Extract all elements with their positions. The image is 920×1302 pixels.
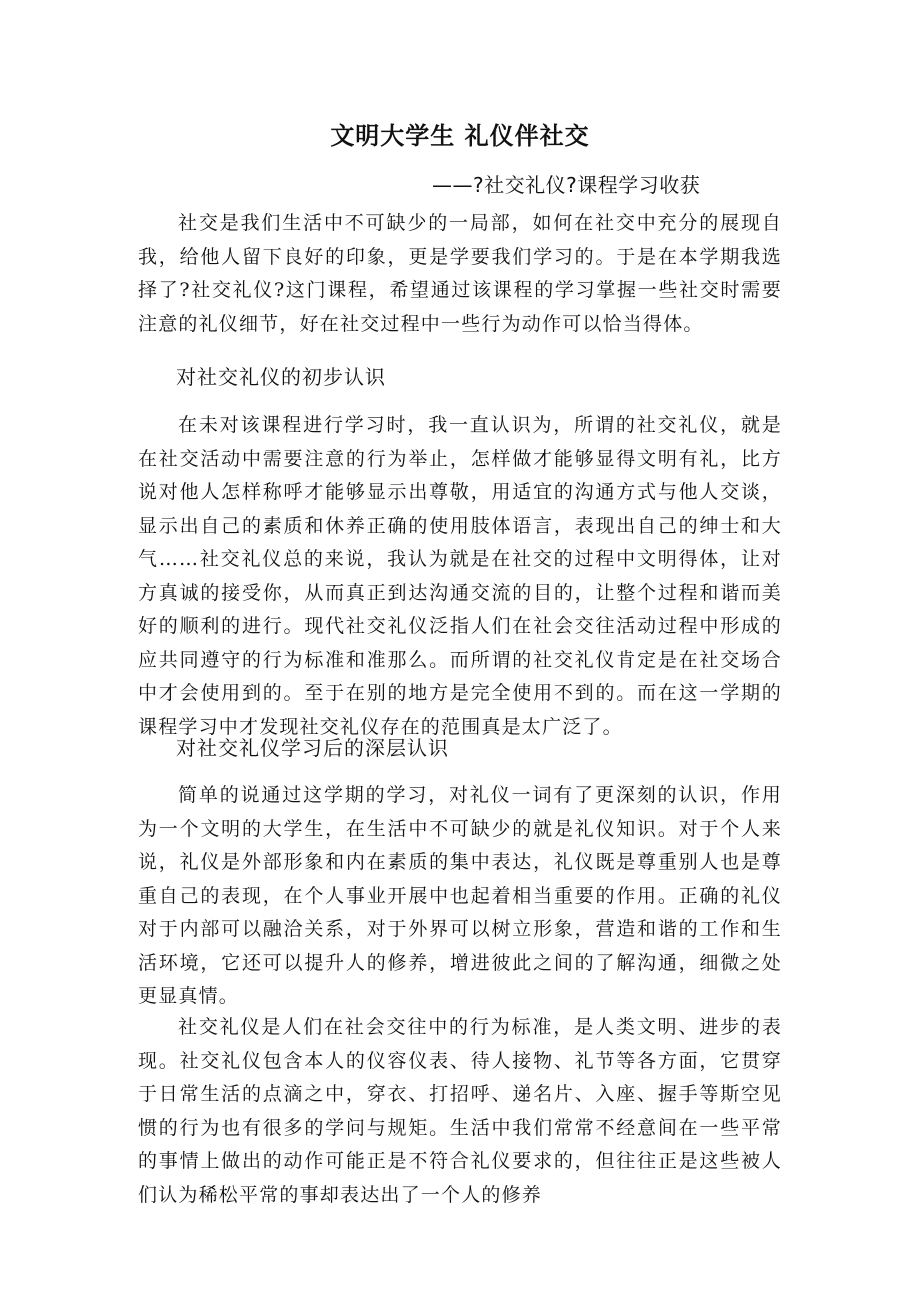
section-heading-initial-understanding: 对社交礼仪的初步认识 — [176, 365, 386, 389]
deeper-understanding-paragraph-1: 简单的说通过这学期的学习，对礼仪一词有了更深刻的认识，作用为一个文明的大学生，在生活中不可缺少的就是礼仪知识。对于个人来说，礼仪是外部形象和内在素质的集中表达，礼仪既是尊重别人也是尊重自己的表现，在个人事业开展中也起着相当重要的作用。正确的礼仪对于内部可以融洽关系，对于外界可以树立形象，营造和谐的工作和生活环境，它还可以提升人的修养，增进彼此之间的了解沟通，细微之处更显真情。 — [138, 784, 782, 1007]
document-title: 文明大学生 礼仪伴社交 — [330, 122, 590, 150]
document-subtitle: ——?社交礼仪?课程学习收获 — [432, 173, 701, 197]
section-heading-deeper-understanding: 对社交礼仪学习后的深层认识 — [176, 736, 449, 760]
deeper-understanding-paragraph-2: 社交礼仪是人们在社会交往中的行为标准，是人类文明、进步的表现。社交礼仪包含本人的仪容仪表、待人接物、礼节等各方面，它贯穿于日常生活的点滴之中，穿衣、打招呼、递名片、入座、握手等斯空见惯的行为也有很多的学问与规矩。生活中我们常常不经意间在一些平常的事情上做出的动作可能正是不符合礼仪要求的，但往往正是这些被人们认为稀松平常的事却表达出了一个人的修养 — [138, 1016, 782, 1206]
initial-understanding-paragraph: 在未对该课程进行学习时，我一直认识为，所谓的社交礼仪，就是在社交活动中需要注意的行为举止，怎样做才能够显得文明有礼，比方说对他人怎样称呼才能够显示出尊敬，用适宜的沟通方式与他人交谈，显示出自己的素质和休养正确的使用肢体语言，表现出自己的绅士和大气……社交礼仪总的来说，我认为就是在社交的过程中文明得体，让对方真诚的接受你，从而真正到达沟通交流的目的，让整个过程和谐而美好的顺利的进行。现代社交礼仪泛指人们在社会交往活动过程中形成的应共同遵守的行为标准和准那么。而所谓的社交礼仪肯定是在社交场合中才会使用到的。至于在别的地方是完全使用不到的。而在这一学期的课程学习中才发现社交礼仪存在的范围真是太广泛了。 — [138, 414, 782, 738]
intro-paragraph: 社交是我们生活中不可缺少的一局部，如何在社交中充分的展现自我，给他人留下良好的印象，更是学要我们学习的。于是在本学期我选择了?社交礼仪?这门课程，希望通过该课程的学习掌握一些社交时需要注意的礼仪细节，好在社交过程中一些行为动作可以恰当得体。 — [138, 212, 782, 335]
